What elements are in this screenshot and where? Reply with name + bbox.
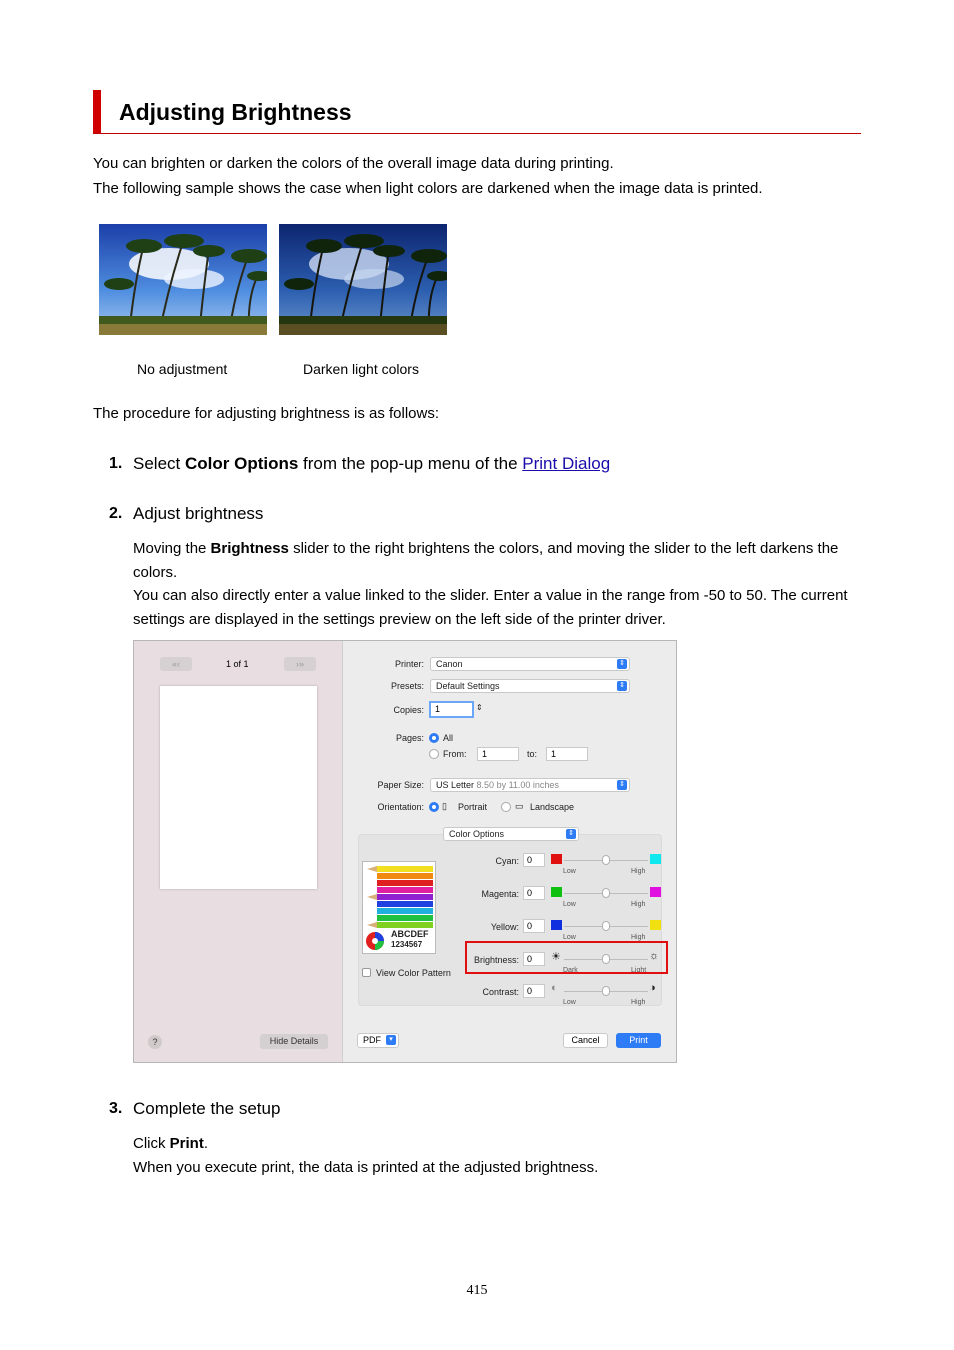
magenta-slider-knob[interactable] [602, 888, 610, 898]
step-2-number: 2. [109, 505, 123, 522]
yellow-high-label: High [631, 934, 646, 941]
dark-sun-icon: ☀ [551, 951, 561, 963]
magenta-high-label: High [631, 901, 646, 908]
landscape-icon: ▭ [515, 801, 524, 811]
pages-to-label: to: [527, 749, 538, 759]
paper-size-dims: 8.50 by 11.00 inches [476, 780, 559, 790]
caption-darken-light-colors: Darken light colors [303, 361, 419, 377]
step-3-paragraph-1 [133, 1132, 853, 1156]
print-dialog-screenshot [133, 640, 677, 1063]
yellow-swatch-icon [650, 920, 661, 930]
landscape-radio[interactable] [501, 802, 511, 812]
next-page-button[interactable]: ›» [284, 657, 316, 671]
chevron-down-icon: ▾ [386, 1035, 396, 1045]
step-1-bold: Color Options [184, 454, 299, 473]
page-title: Adjusting Brightness [119, 99, 352, 125]
step-1-text [133, 454, 610, 474]
brightness-label: Brightness: [473, 955, 519, 965]
cyan-slider-row [359, 853, 663, 877]
step-3-p1-bold: Print [169, 1135, 204, 1152]
chevron-updown-icon: ⇕ [617, 681, 627, 691]
contrast-value-field[interactable]: 0 [523, 984, 545, 998]
magenta-low-label: Low [563, 901, 576, 908]
procedure-intro: The procedure for adjusting brightness is as follows: [93, 405, 440, 422]
pages-from-label: From: [443, 749, 467, 759]
chevron-updown-icon: ⇕ [617, 780, 627, 790]
yellow-slider-knob[interactable] [602, 921, 610, 931]
sample-photo-darkened [279, 224, 447, 335]
pages-all-label: All [443, 733, 454, 743]
brightness-low-label: Dark [563, 967, 578, 974]
cyan-label: Cyan: [495, 856, 519, 866]
cyan-low-label: Low [563, 868, 576, 875]
copies-field[interactable]: 1 [429, 701, 474, 718]
contrast-high-label: High [631, 999, 646, 1006]
page-counter: 1 of 1 [226, 659, 249, 669]
view-color-pattern-label: View Color Pattern [376, 968, 451, 978]
yellow-low-label: Low [563, 934, 576, 941]
contrast-slider-knob[interactable] [602, 986, 610, 996]
presets-select[interactable] [430, 679, 630, 693]
cyan-value-field[interactable]: 0 [523, 853, 545, 867]
yellow-label: Yellow: [490, 922, 519, 932]
yellow-value-field[interactable]: 0 [523, 919, 545, 933]
landscape-label: Landscape [530, 802, 575, 812]
copies-label: Copies: [393, 705, 424, 715]
step-2-p1-bold: Brightness [210, 540, 289, 557]
step-1-middle: from the pop-up menu of the [298, 454, 523, 473]
high-contrast-icon: ◑ [649, 982, 656, 994]
thumb-text-letters: ABCDEF [391, 929, 429, 939]
step-3-p1-suffix: . [203, 1135, 209, 1152]
pages-all-radio[interactable] [429, 733, 439, 743]
cyan-slider-knob[interactable] [602, 855, 610, 865]
contrast-slider-row [359, 984, 663, 1008]
paper-size-label: Paper Size: [377, 780, 424, 790]
pages-label: Pages: [395, 733, 424, 743]
presets-label: Presets: [390, 681, 424, 691]
chevron-updown-icon: ⇕ [566, 829, 576, 839]
magenta-value-field[interactable]: 0 [523, 886, 545, 900]
section-heading [93, 90, 861, 134]
heading-accent [93, 90, 101, 133]
pages-to-field[interactable]: 1 [546, 747, 588, 761]
portrait-radio[interactable] [429, 802, 439, 812]
pdf-menu-button[interactable] [357, 1033, 399, 1048]
step-2-p1-prefix: Moving the [133, 540, 211, 557]
step-2-paragraph-1 [133, 537, 853, 584]
print-button[interactable]: Print [616, 1033, 661, 1048]
color-options-panel [358, 829, 662, 1006]
page-number: 415 [466, 1283, 488, 1298]
brightness-highlight-box [465, 941, 668, 974]
step-1-prefix: Select [133, 454, 185, 473]
step-2-paragraph-2: You can also directly enter a value linked to the slider. Enter a value in the range from -50 to 50. The current settings are displayed in the settings preview on the left side of the printer driver. [133, 587, 848, 628]
step-3-title: Complete the setup [133, 1099, 281, 1118]
printer-value: Canon [436, 659, 463, 669]
step-2-title: Adjust brightness [133, 504, 264, 523]
magenta-swatch-icon [650, 887, 661, 897]
magenta-slider-row [359, 886, 663, 910]
sample-photo-original [99, 224, 267, 335]
paper-size-select[interactable] [430, 778, 630, 792]
pdf-label: PDF [363, 1035, 381, 1045]
step-3-number: 3. [109, 1100, 123, 1117]
cyan-swatch-icon [650, 854, 661, 864]
cancel-button[interactable]: Cancel [563, 1033, 608, 1048]
cyan-high-label: High [631, 868, 646, 875]
orientation-label: Orientation: [377, 802, 424, 812]
contrast-label: Contrast: [482, 987, 519, 997]
light-sun-icon: ☼ [649, 950, 660, 962]
step-1-number: 1. [109, 455, 123, 472]
brightness-high-label: Light [631, 967, 647, 974]
intro-line-1: You can brighten or darken the colors of the overall image data during printing. [93, 155, 614, 172]
section-menu-select[interactable] [443, 827, 579, 841]
copies-stepper-icon[interactable]: ⇕ [476, 703, 483, 712]
thumb-text-digits: 1234567 [391, 940, 423, 949]
presets-value: Default Settings [436, 681, 500, 691]
intro-line-2: The following sample shows the case when light colors are darkened when the image data is printed. [93, 180, 763, 197]
preview-pane [134, 641, 343, 1062]
portrait-label: Portrait [458, 802, 488, 812]
step-2-p1-suffix: slider to the right brightens the colors, and moving the slider to the left darkens the colors. [133, 540, 839, 581]
print-dialog-link[interactable]: Print Dialog [522, 454, 611, 473]
printer-label: Printer: [394, 659, 424, 669]
settings-pane [343, 641, 676, 1062]
contrast-low-label: Low [563, 999, 576, 1006]
pages-from-field[interactable]: 1 [477, 747, 519, 761]
prev-page-button[interactable]: «‹ [160, 657, 192, 671]
step-3-paragraph-2: When you execute print, the data is printed at the adjusted brightness. [133, 1159, 599, 1176]
paper-size-value: US Letter [436, 780, 475, 790]
printer-select[interactable] [430, 657, 630, 671]
page-preview [160, 686, 317, 889]
step-3-p1-prefix: Click [133, 1135, 170, 1152]
help-button[interactable]: ? [148, 1035, 162, 1049]
low-contrast-icon: ◐ [551, 982, 558, 994]
hide-details-button[interactable]: Hide Details [260, 1034, 328, 1049]
section-menu-value: Color Options [449, 829, 505, 839]
blue-swatch-icon [551, 920, 562, 930]
yellow-slider-row [359, 919, 663, 943]
chevron-updown-icon: ⇕ [617, 659, 627, 669]
magenta-label: Magenta: [481, 889, 519, 899]
pages-range-radio[interactable] [429, 749, 439, 759]
green-swatch-icon [551, 887, 562, 897]
caption-no-adjustment: No adjustment [137, 361, 228, 377]
brightness-value-field[interactable]: 0 [523, 952, 545, 966]
portrait-icon: ▯ [442, 801, 447, 811]
red-swatch-icon [551, 854, 562, 864]
